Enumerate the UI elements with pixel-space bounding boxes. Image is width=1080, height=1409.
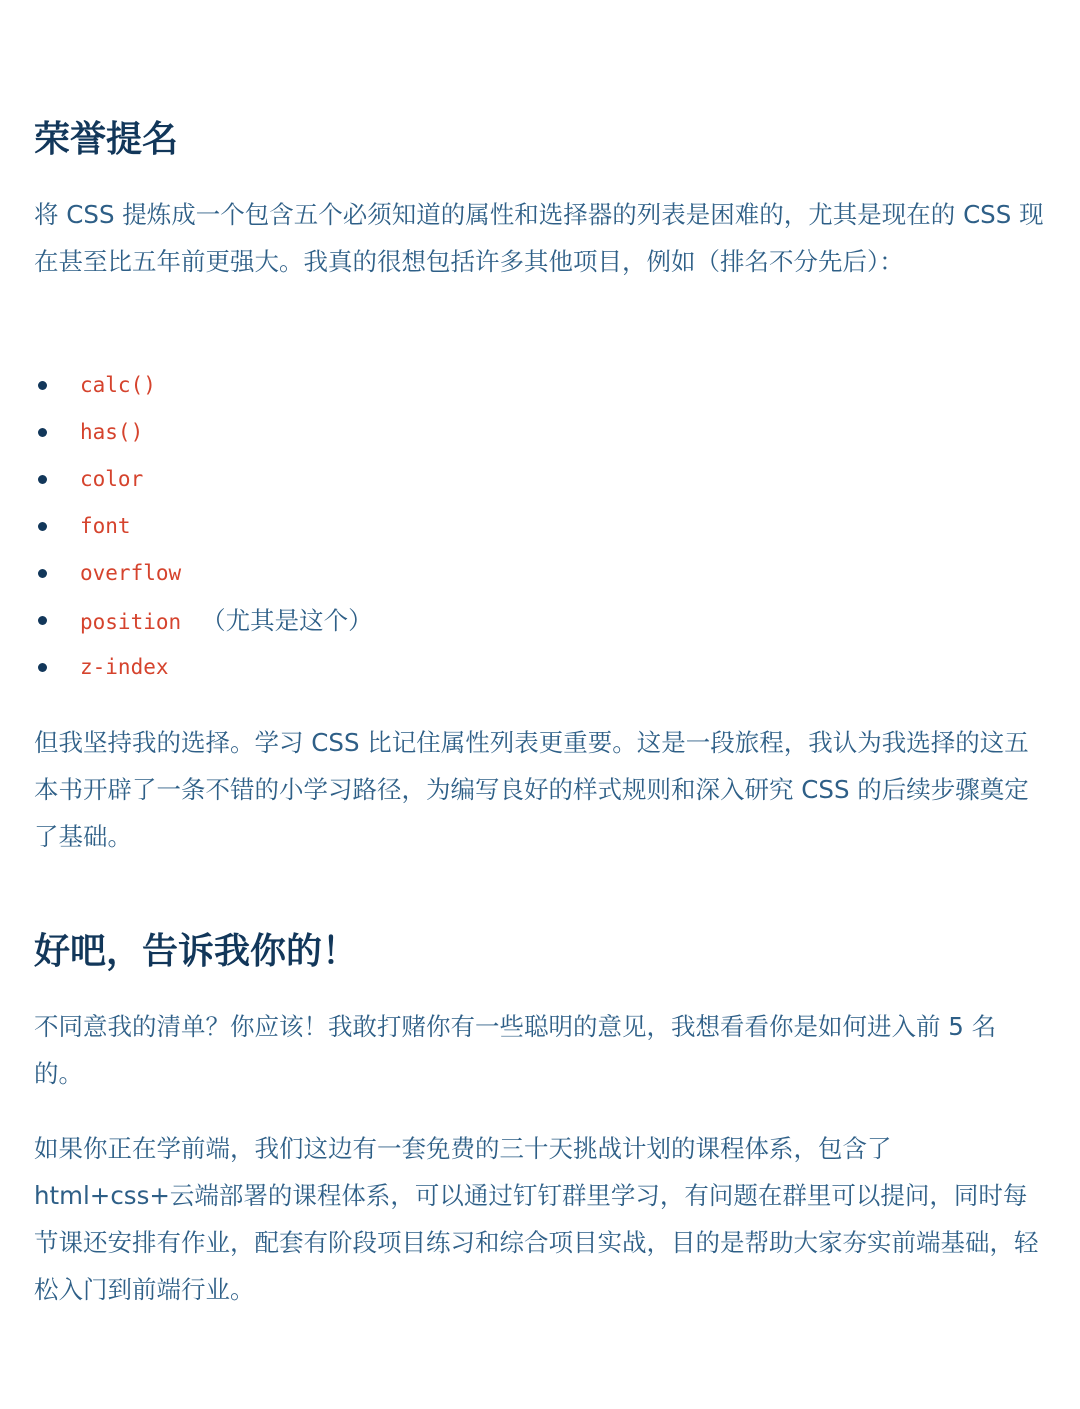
bullet-icon [38, 475, 47, 484]
bullet-icon [38, 663, 47, 672]
bullet-icon [38, 569, 47, 578]
section-heading-honorable-mentions: 荣誉提名 [34, 119, 179, 160]
course-paragraph: 如果你正在学前端，我们这边有一套免费的三十天挑战计划的课程体系，包含了html+css+云端部署的课程体系，可以通过钉钉群里学习，有问题在群里可以提问，同时每节课还安排有作业，配套有阶段项目练习和综合项目实战，目的是帮助大家夯实前端基础，轻松入门到前端行业。 [34, 1134, 1039, 1304]
code-term: has() [80, 420, 144, 444]
list-item [34, 597, 373, 644]
item-note: （尤其是这个） [201, 606, 373, 635]
code-term: z-index [80, 655, 169, 679]
css-items-list [34, 362, 373, 691]
intro-paragraph: 将 CSS 提炼成一个包含五个必须知道的属性和选择器的列表是困难的，尤其是现在的 CSS 现在甚至比五年前更强大。我真的很想包括许多其他项目，例如（排名不分先后）： [34, 200, 1044, 276]
bullet-icon [38, 381, 47, 390]
bullet-icon [38, 616, 47, 625]
code-term: font [80, 514, 131, 538]
code-term: position [80, 610, 182, 634]
list-item [34, 644, 373, 691]
bullet-icon [38, 428, 47, 437]
list-item [34, 362, 373, 409]
code-term: overflow [80, 561, 182, 585]
code-term: color [80, 467, 144, 491]
list-item [34, 456, 373, 503]
bullet-icon [38, 522, 47, 531]
list-item [34, 409, 373, 456]
closing-paragraph: 但我坚持我的选择。学习 CSS 比记住属性列表更重要。这是一段旅程，我认为我选择的这五本书开辟了一条不错的小学习路径，为编写良好的样式规则和深入研究 CSS 的后续步骤奠定了基础。 [34, 728, 1029, 851]
list-item [34, 550, 373, 597]
code-term: calc() [80, 373, 156, 397]
opinion-paragraph: 不同意我的清单？你应该！我敢打赌你有一些聪明的意见，我想看看你是如何进入前 5 名的。 [34, 1012, 997, 1088]
section-heading-tell-me: 好吧，告诉我你的！ [34, 931, 359, 972]
list-item [34, 503, 373, 550]
